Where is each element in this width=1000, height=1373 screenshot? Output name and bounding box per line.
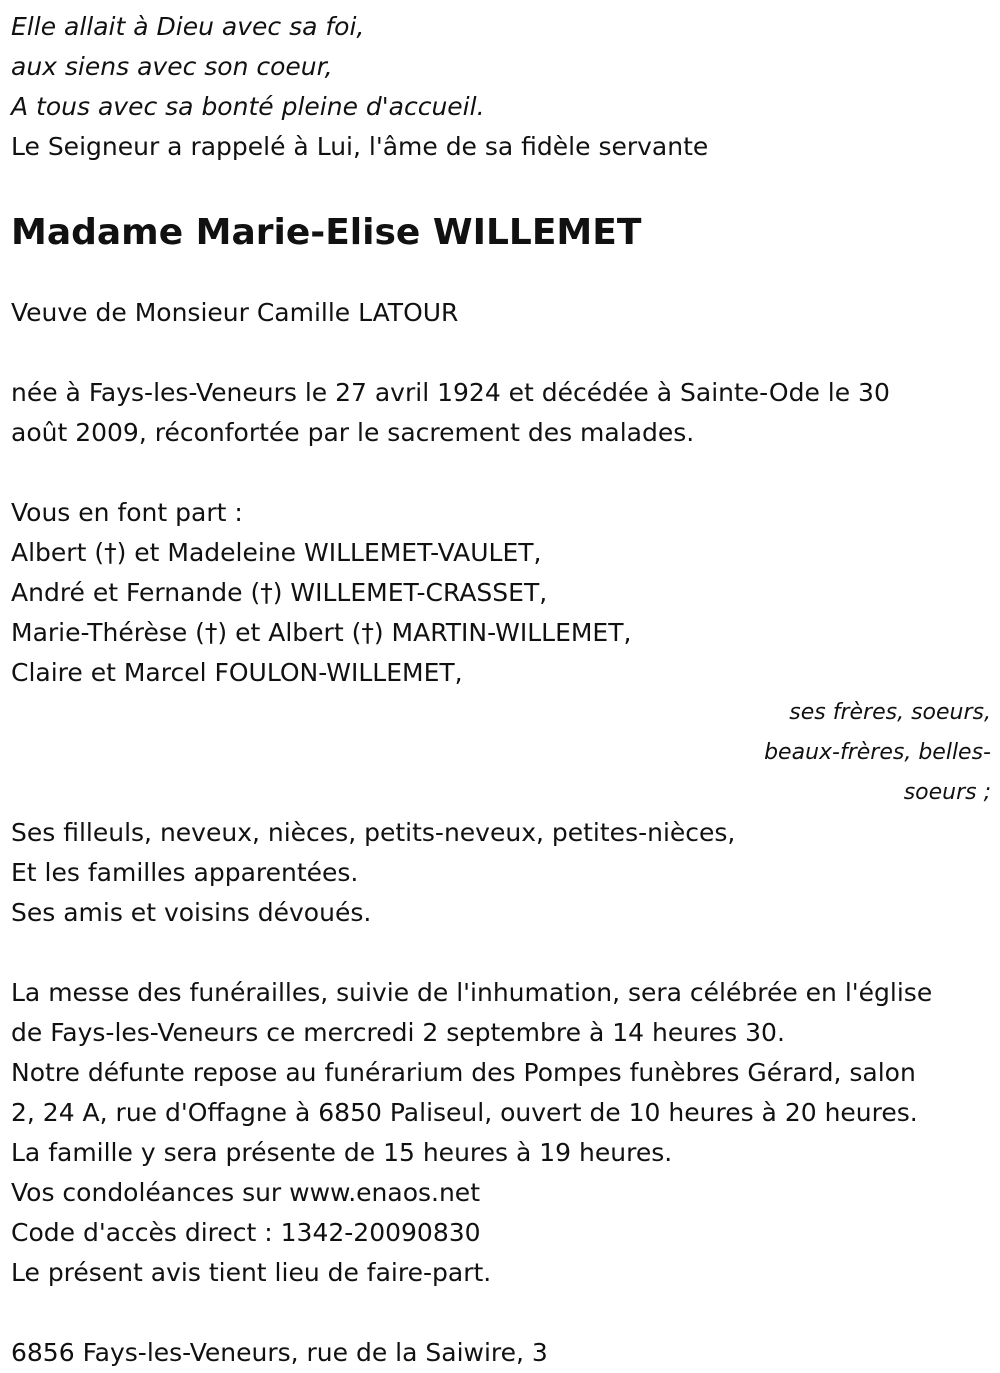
intro-verse bbox=[11, 7, 991, 167]
spacer bbox=[11, 453, 991, 493]
family-heading: Vous en font part : bbox=[11, 498, 243, 527]
funeral-line-1: La messe des funérailles, suivie de l'inhumation, sera célébrée en l'église bbox=[11, 978, 933, 1007]
deceased-name: Madame Marie-Elise WILLEMET bbox=[11, 212, 642, 253]
birth-death-line-2: août 2009, réconfortée par le sacrement des malades. bbox=[11, 418, 695, 447]
obituary-notice bbox=[11, 7, 991, 1373]
spacer bbox=[11, 333, 991, 373]
notice-line: Le présent avis tient lieu de faire-part. bbox=[11, 1258, 492, 1287]
widow-of-line: Veuve de Monsieur Camille LATOUR bbox=[11, 298, 459, 327]
birth-death-info bbox=[11, 373, 991, 453]
access-code-line: Code d'accès direct : 1342-20090830 bbox=[11, 1218, 481, 1247]
relation-line-2: beaux-frères, belles- bbox=[764, 740, 991, 765]
relation-line-1: ses frères, soeurs, bbox=[789, 700, 991, 725]
relation-line-3: soeurs ; bbox=[903, 780, 991, 805]
family-relation bbox=[11, 693, 991, 813]
verse-line-3: A tous avec sa bonté pleine d'accueil. bbox=[11, 92, 485, 121]
spacer bbox=[11, 933, 991, 973]
others-line-2: Et les familles apparentées. bbox=[11, 858, 359, 887]
others-line-3: Ses amis et voisins dévoués. bbox=[11, 898, 372, 927]
verse-line-1: Elle allait à Dieu avec sa foi, bbox=[11, 12, 365, 41]
family-section bbox=[11, 493, 991, 933]
condolences-line: Vos condoléances sur www.enaos.net bbox=[11, 1178, 480, 1207]
funeral-line-3: Notre défunte repose au funérarium des Pompes funèbres Gérard, salon bbox=[11, 1058, 916, 1087]
spacer bbox=[11, 253, 991, 293]
family-line-3: Marie-Thérèse (†) et Albert (†) MARTIN-WILLEMET, bbox=[11, 618, 632, 647]
family-line-1: Albert (†) et Madeleine WILLEMET-VAULET, bbox=[11, 538, 542, 567]
family-line-4: Claire et Marcel FOULON-WILLEMET, bbox=[11, 658, 463, 687]
funeral-line-4: 2, 24 A, rue d'Offagne à 6850 Paliseul, ouvert de 10 heures à 20 heures. bbox=[11, 1098, 918, 1127]
funeral-line-2: de Fays-les-Veneurs ce mercredi 2 septembre à 14 heures 30. bbox=[11, 1018, 785, 1047]
funeral-section bbox=[11, 973, 991, 1293]
verse-line-2: aux siens avec son coeur, bbox=[11, 52, 333, 81]
home-address: 6856 Fays-les-Veneurs, rue de la Saiwire, 3 bbox=[11, 1338, 548, 1367]
birth-death-line-1: née à Fays-les-Veneurs le 27 avril 1924 et décédée à Sainte-Ode le 30 bbox=[11, 378, 890, 407]
others-line-1: Ses filleuls, neveux, nièces, petits-neveux, petites-nièces, bbox=[11, 818, 736, 847]
family-line-2: André et Fernande (†) WILLEMET-CRASSET, bbox=[11, 578, 548, 607]
funeral-line-5: La famille y sera présente de 15 heures à 19 heures. bbox=[11, 1138, 673, 1167]
announcement-line: Le Seigneur a rappelé à Lui, l'âme de sa fidèle servante bbox=[11, 132, 709, 161]
spacer bbox=[11, 1293, 991, 1333]
